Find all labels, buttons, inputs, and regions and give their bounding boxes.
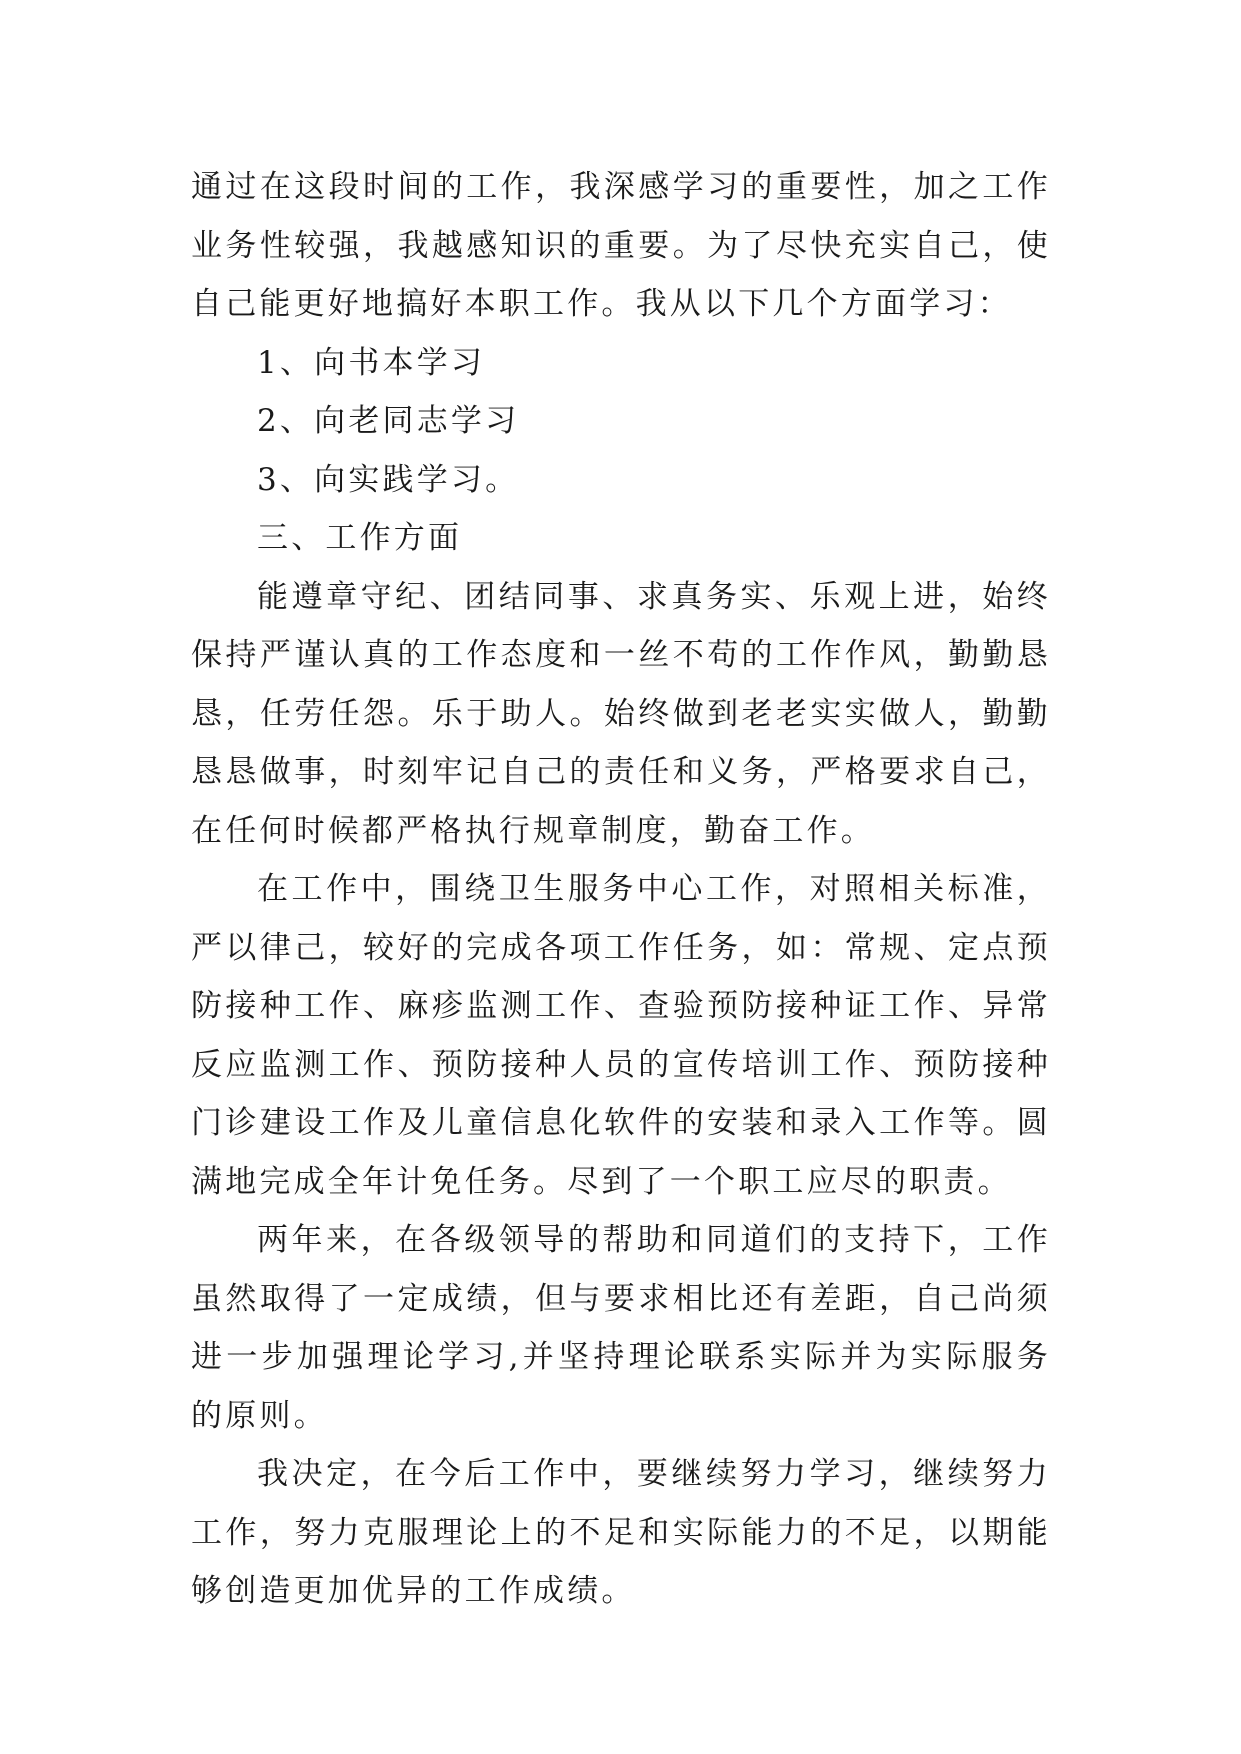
paragraph-work-attitude: 能遵章守纪、团结同事、求真务实、乐观上进，始终保持严谨认真的工作态度和一丝不苟的工作作风，勤勤恳恳，任劳任怨。乐于助人。始终做到老老实实做人，勤勤恳恳做事，时刻牢记自己的责任和义务，严格要求自己，在任何时候都严格执行规章制度，勤奋工作。 xyxy=(191,578,1051,849)
paragraph-work-tasks: 在工作中，围绕卫生服务中心工作，对照相关标准，严以律己，较好的完成各项工作任务，如：常规、定点预防接种工作、麻疹监测工作、查验预防接种证工作、异常反应监测工作、预防接种人员的宣传培训工作、预防接种门诊建设工作及儿童信息化软件的安装和录入工作等。圆满地完成全年计免任务。尽到了一个职工应尽的职责。 xyxy=(191,871,1051,1200)
paragraph-two-years: 两年来，在各级领导的帮助和同道们的支持下，工作虽然取得了一定成绩，但与要求相比还有差距，自己尚须进一步加强理论学习,并坚持理论联系实际并为实际服务的原则。 xyxy=(191,1222,1051,1434)
study-item-3: 3、向实践学习。 xyxy=(257,461,520,498)
paragraph-decision: 我决定，在今后工作中，要继续努力学习，继续努力工作，努力克服理论上的不足和实际能力的不足，以期能够创造更加优异的工作成绩。 xyxy=(191,1456,1051,1609)
section-heading: 三、工作方面 xyxy=(257,520,463,556)
study-item-2: 2、向老同志学习 xyxy=(257,403,520,439)
intro-paragraph: 通过在这段时间的工作，我深感学习的重要性，加之工作业务性较强，我越感知识的重要。为了尽快充实自己，使自己能更好地搞好本职工作。我从以下几个方面学习： xyxy=(191,169,1051,322)
document-body xyxy=(191,158,1051,1621)
study-item-1: 1、向书本学习 xyxy=(257,344,486,381)
